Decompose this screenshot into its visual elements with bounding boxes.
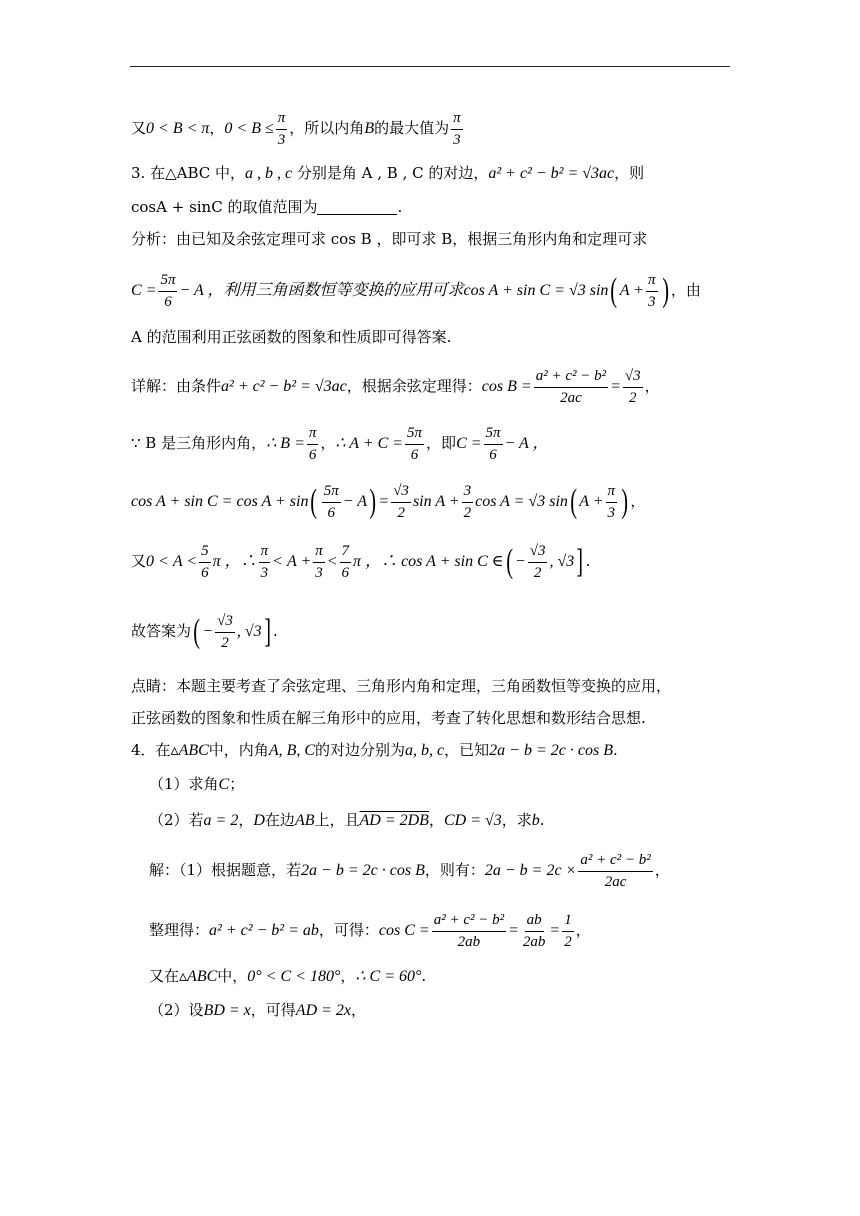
q3-statement-2: cosA + sinC 的取值范围为 . (131, 198, 403, 216)
q4-solution-2: 整理得：a² + c² − b² = ab，可得：cos C = $\frac{\text{a² + c² − b²}}{2ab}$ = $\frac{ab}{2ab}$ = $\frac{1}{2}$ ， (149, 912, 591, 950)
q3-answer: 故答案为( − $\frac{√3}{2}$ , √3] . (131, 613, 278, 651)
q3-comment-2: 正弦函数的图象和性质在解三角形中的应用，考查了转化思想和数形结合思想. (131, 709, 646, 727)
answer-blank (317, 200, 397, 215)
q3-detail-2: ∵ B 是三角形内角，∴ B = $\frac{\pi}{6}$ ，∴ A + C = $\frac{5\pi}{6}$ ，即C = $\frac{5\pi}{6}$ − A ， (131, 425, 549, 463)
q3-detail-4: 又0 < A < $\frac{5}{6}$ π ，∴ $\frac{\pi}{3}$ < A + $\frac{\pi}{3}$ < $\frac{7}{6}$ π ，∴ cos A + sin C ∈( − $\frac{√3}{2}$ , √3] . (131, 543, 591, 581)
q4-statement: 4．在▵ABC中，内角A, B, C的对边分别为a, b, c，已知2a − b = 2c · cos B. (131, 741, 618, 759)
q3-analysis-1: 分析：由已知及余弦定理可求 cos B ，即可求 B，根据三角形内角和定理可求 (131, 230, 648, 248)
header-rule (130, 66, 730, 67)
q4-solution-3: 又在▵ABC中，0° < C < 180°，∴ C = 60°. (149, 967, 427, 985)
q4-solution-4: （2）设BD = x，可得AD = 2x， (149, 1001, 367, 1019)
q4-part-2: （2）若a = 2，D在边AB上，且AD = 2DB，CD = √3，求b. (149, 811, 545, 829)
q3-analysis-3: A 的范围利用正弦函数的图象和性质即可得答案. (131, 328, 452, 346)
q4-solution-1: 解：（1）根据题意，若2a − b = 2c · cos B，则有：2a − b = 2c × $\frac{\text{a² + c² − b²}}{2ac}$ ， (149, 852, 670, 890)
q4-part-1: （1）求角C； (149, 775, 245, 793)
q3-detail-1: 详解：由条件a² + c² − b² = √3ac，根据余弦定理得：cos B = $\frac{\text{a² + c² − b²}}{2ac}$ = $\frac{√3}{2}$ ， (131, 368, 660, 406)
line-b-max: 又0 < B < π，0 < B ≤ $\frac{\pi}{3}$ ，所以内角B的最大值为 $\frac{\pi}{3}$ (131, 110, 461, 148)
q3-statement: 3. 在△ABC 中，a , b , c 分别是角 A , B , C 的对边，a² + c² − b² = √3ac，则 (131, 164, 645, 182)
q3-analysis-2: C = $\frac{5\pi}{6}$ − A ，利用三角函数恒等变换的应用可求cos A + sin C = √3 sin( A + $\frac{\pi}{3}$ ) ，由 (131, 272, 701, 310)
q3-comment-1: 点睛：本题主要考查了余弦定理、三角形内角和定理，三角函数恒等变换的应用， (131, 677, 672, 695)
q3-detail-3: cos A + sin C = cos A + sin( $\frac{5\pi}{6}$ − A) = $\frac{√3}{2}$ sin A + $\frac{3}{2}$ cos A = √3 sin( A + $\frac{\pi}{3}$ ) ， (131, 483, 646, 521)
